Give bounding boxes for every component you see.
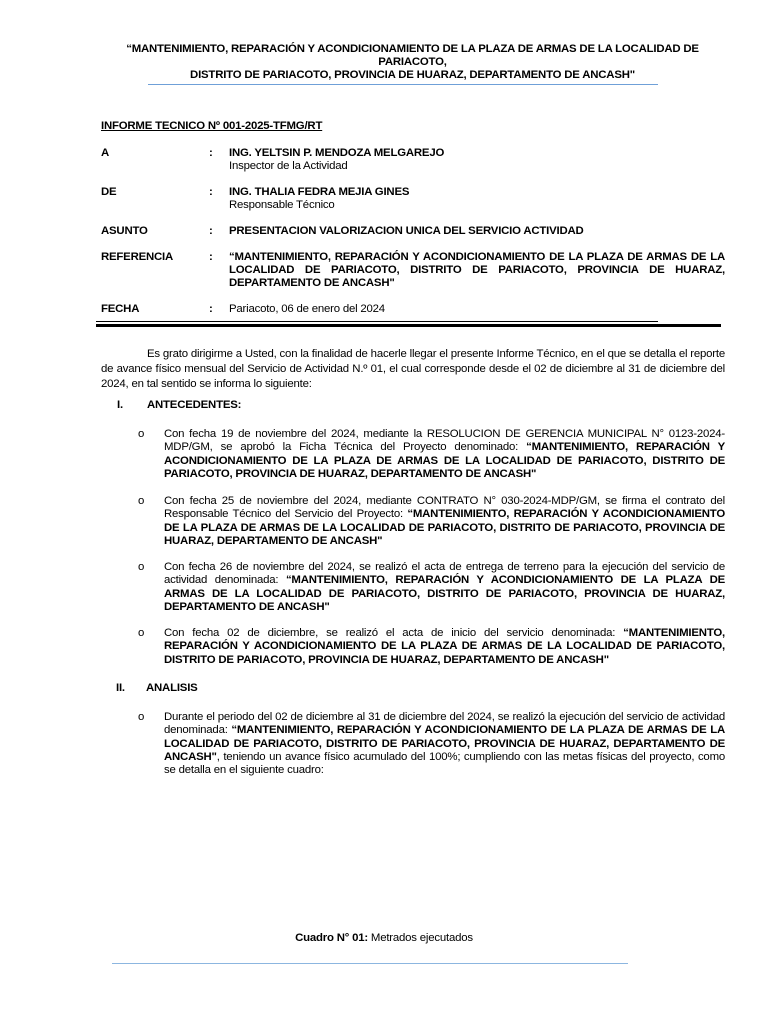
header-line-2: DISTRITO DE PARIACOTO, PROVINCIA DE HUARAZ, DEPARTAMENTO DE ANCASH" xyxy=(190,69,635,81)
bullet-text: Con fecha 26 de noviembre del 2024, se realizó el acta de entrega de terreno para la ejecución del servicio de actividad denominada: xyxy=(164,561,725,587)
field-asunto-value: PRESENTACION VALORIZACION UNICA DEL SERVICIO ACTIVIDAD xyxy=(229,225,584,237)
section-number: I. xyxy=(117,399,123,411)
field-de-colon: : xyxy=(209,186,213,198)
field-fecha-label: FECHA xyxy=(101,303,140,315)
field-referencia-colon: : xyxy=(209,251,213,263)
header-divider xyxy=(148,84,658,85)
separator-thin xyxy=(96,321,658,322)
bullet-marker: o xyxy=(138,428,145,440)
field-a-name: ING. YELTSIN P. MENDOZA MELGAREJO xyxy=(229,147,445,159)
field-de-name: ING. THALIA FEDRA MEJIA GINES xyxy=(229,186,410,198)
document-header xyxy=(100,43,725,82)
report-title: INFORME TECNICO Nº 001-2025-TFMG/RT xyxy=(101,120,323,132)
field-asunto-colon: : xyxy=(209,225,213,237)
bullet-text: Durante el periodo del 02 de diciembre al 31 de diciembre del 2024, se realizó la ejecución del servicio de actividad denominada: xyxy=(164,711,725,737)
caption-text: Metrados ejecutados xyxy=(367,932,473,944)
bullet-text: Con fecha 19 de noviembre del 2024, mediante la RESOLUCION DE GERENCIA MUNICIPAL N° 0123-2024-MDP/GM, se aprobó la Ficha Técnica del Proyecto denominado: xyxy=(164,428,725,454)
bullet-marker: o xyxy=(138,495,145,507)
bullet-marker: o xyxy=(138,711,145,723)
caption-label: Cuadro N° 01: xyxy=(295,932,368,944)
intro-paragraph: Es grato dirigirme a Usted, con la finalidad de hacerle llegar el presente Informe Técnico, en el que se detalla el reporte de avance físico mensual del Servicio de Actividad N.º 01, el cual corresponde desde el 02 de diciembre al 31 de diciembre del 2024, en tal sentido se informa lo siguiente: xyxy=(101,348,725,390)
table-caption xyxy=(0,932,768,944)
footer-divider xyxy=(112,963,628,964)
section-number: II. xyxy=(116,682,125,694)
bullet-project-name: “MANTENIMIENTO, REPARACIÓN Y ACONDICIONAMIENTO DE LA PLAZA DE ARMAS DE LA LOCALIDAD DE PARIACOTO, DISTRITO DE PARIACOTO, PROVINCIA DE HUARAZ, DEPARTAMENTO DE ANCASH" xyxy=(164,441,725,480)
header-line-1: “MANTENIMIENTO, REPARACIÓN Y ACONDICIONAMIENTO DE LA PLAZA DE ARMAS DE LA LOCALIDAD DE PARIACOTO, xyxy=(126,43,699,68)
field-de-role: Responsable Técnico xyxy=(229,199,335,211)
field-de-label: DE xyxy=(101,186,117,198)
section-title: ANTECEDENTES: xyxy=(147,399,242,411)
bullet-marker: o xyxy=(138,561,145,573)
bullet-text: Con fecha 02 de diciembre, se realizó el acta de inicio del servicio denominada: xyxy=(164,627,624,639)
bullet-project-name: “MANTENIMIENTO, REPARACIÓN Y ACONDICIONAMIENTO DE LA PLAZA DE ARMAS DE LA LOCALIDAD DE PARIACOTO, DISTRITO DE PARIACOTO, PROVINCIA DE HUARAZ, DEPARTAMENTO DE ANCASH" xyxy=(164,627,725,666)
bullet-marker: o xyxy=(138,627,145,639)
field-asunto-label: ASUNTO xyxy=(101,225,148,237)
field-fecha-colon: : xyxy=(209,303,213,315)
bullet-text-end: , teniendo un avance físico acumulado del 100%; cumpliendo con las metas físicas del proyecto, como se detalla en el siguiente cuadro: xyxy=(164,750,725,777)
field-a-label: A xyxy=(101,147,110,159)
bullet-text: Con fecha 25 de noviembre del 2024, mediante CONTRATO N° 030-2024-MDP/GM, se firma el contrato del Responsable Técnico del Servicio del Proyecto: xyxy=(164,495,725,521)
bullet-project-name: “MANTENIMIENTO, REPARACIÓN Y ACONDICIONAMIENTO DE LA PLAZA DE ARMAS DE LA LOCALIDAD DE PARIACOTO, DISTRITO DE PARIACOTO, PROVINCIA DE HUARAZ, DEPARTAMENTO DE ANCASH" xyxy=(164,508,726,547)
bullet-project-name: “MANTENIMIENTO, REPARACIÓN Y ACONDICIONAMIENTO DE LA PLAZA DE ARMAS DE LA LOCALIDAD DE PARIACOTO, DISTRITO DE PARIACOTO, PROVINCIA DE HUARAZ, DEPARTAMENTO DE ANCASH" xyxy=(164,724,725,763)
field-a-role: Inspector de la Actividad xyxy=(229,160,348,172)
separator-thick xyxy=(96,324,721,327)
bullet-project-name: “MANTENIMIENTO, REPARACIÓN Y ACONDICIONAMIENTO DE LA PLAZA DE ARMAS DE LA LOCALIDAD DE PARIACOTO, DISTRITO DE PARIACOTO, PROVINCIA DE HUARAZ, DEPARTAMENTO DE ANCASH" xyxy=(164,574,726,613)
field-referencia-label: REFERENCIA xyxy=(101,251,174,263)
field-fecha-value: Pariacoto, 06 de enero del 2024 xyxy=(229,303,385,315)
field-a-colon: : xyxy=(209,147,213,159)
field-referencia-value: “MANTENIMIENTO, REPARACIÓN Y ACONDICIONAMIENTO DE LA PLAZA DE ARMAS DE LA LOCALIDAD DE PARIACOTO, DISTRITO DE PARIACOTO, PROVINCIA DE HUARAZ, DEPARTAMENTO DE ANCASH" xyxy=(229,251,725,289)
section-title: ANALISIS xyxy=(146,682,198,694)
